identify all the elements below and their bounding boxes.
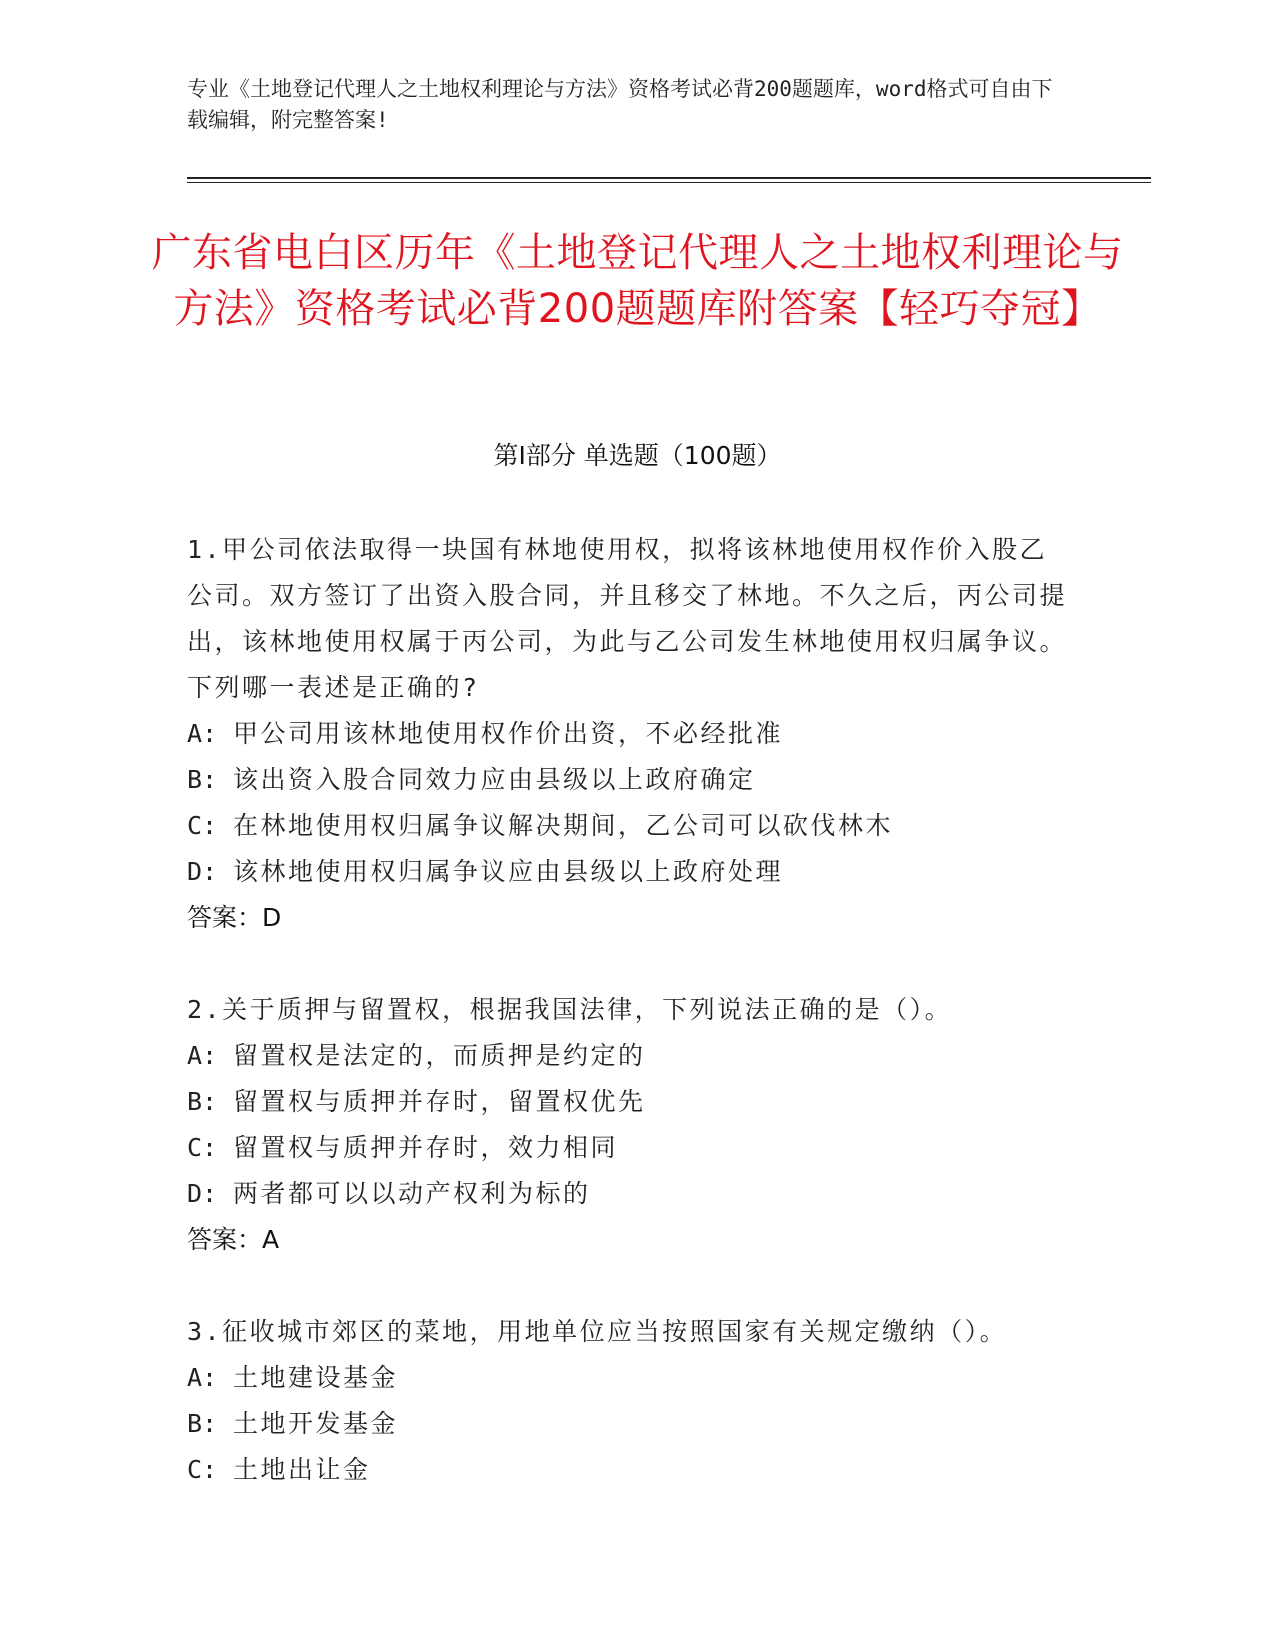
option-b [187,1079,1067,1125]
option-text: 土地建设基金 [233,1363,399,1392]
option-c [187,1447,1067,1493]
option-letter: C: [187,811,218,840]
option-text: 该林地使用权归属争议应由县级以上政府处理 [233,857,784,886]
option-letter: D: [187,857,218,886]
question-3 [187,1309,1067,1493]
option-text: 该出资入股合同效力应由县级以上政府确定 [233,765,756,794]
option-letter: A: [187,1041,218,1070]
option-a [187,711,1067,757]
header-divider-thick [187,177,1151,179]
option-letter: D: [187,1179,218,1208]
option-c [187,1125,1067,1171]
option-d [187,849,1067,895]
option-d [187,1171,1067,1217]
answer-line: 答案：D [187,903,282,932]
option-letter: B: [187,765,218,794]
option-text: 甲公司用该林地使用权作价出资，不必经批准 [233,719,784,748]
question-1 [187,527,1067,941]
option-text: 土地开发基金 [233,1409,399,1438]
option-a [187,1033,1067,1079]
option-c [187,803,1067,849]
option-letter: C: [187,1455,218,1484]
option-text: 留置权与质押并存时，效力相同 [233,1133,619,1162]
question-stem: 3.征收城市郊区的菜地，用地单位应当按照国家有关规定缴纳（）。 [187,1317,1008,1346]
option-b [187,757,1067,803]
question-stem: 2.关于质押与留置权，根据我国法律，下列说法正确的是（）。 [187,995,953,1024]
option-text: 留置权是法定的，而质押是约定的 [233,1041,646,1070]
document-title: 广东省电白区历年《土地登记代理人之土地权利理论与方法》资格考试必背200题题库附答案【轻巧夺冠】 [151,230,1124,332]
option-text: 土地出让金 [233,1455,371,1484]
option-letter: C: [187,1133,218,1162]
option-b [187,1401,1067,1447]
option-a [187,1355,1067,1401]
header-divider-thin [187,182,1151,183]
option-text: 在林地使用权归属争议解决期间，乙公司可以砍伐林木 [233,811,894,840]
section-title: 第Ⅰ部分 单选题（100题） [493,441,782,470]
option-text: 两者都可以以动产权利为标的 [233,1179,591,1208]
question-list [187,527,1067,1539]
option-text: 留置权与质押并存时，留置权优先 [233,1087,646,1116]
answer-line: 答案：A [187,1225,280,1254]
option-letter: B: [187,1087,218,1116]
option-letter: A: [187,1363,218,1392]
option-letter: A: [187,719,218,748]
question-stem: 1.甲公司依法取得一块国有林地使用权，拟将该林地使用权作价入股乙公司。双方签订了出资入股合同，并且移交了林地。不久之后，丙公司提出，该林地使用权属于丙公司，为此与乙公司发生林地使用权归属争议。下列哪一表述是正确的? [187,535,1068,702]
header-note: 专业《土地登记代理人之土地权利理论与方法》资格考试必背200题题库，word格式可自由下载编辑，附完整答案! [187,77,1053,132]
question-2 [187,987,1067,1263]
option-letter: B: [187,1409,218,1438]
